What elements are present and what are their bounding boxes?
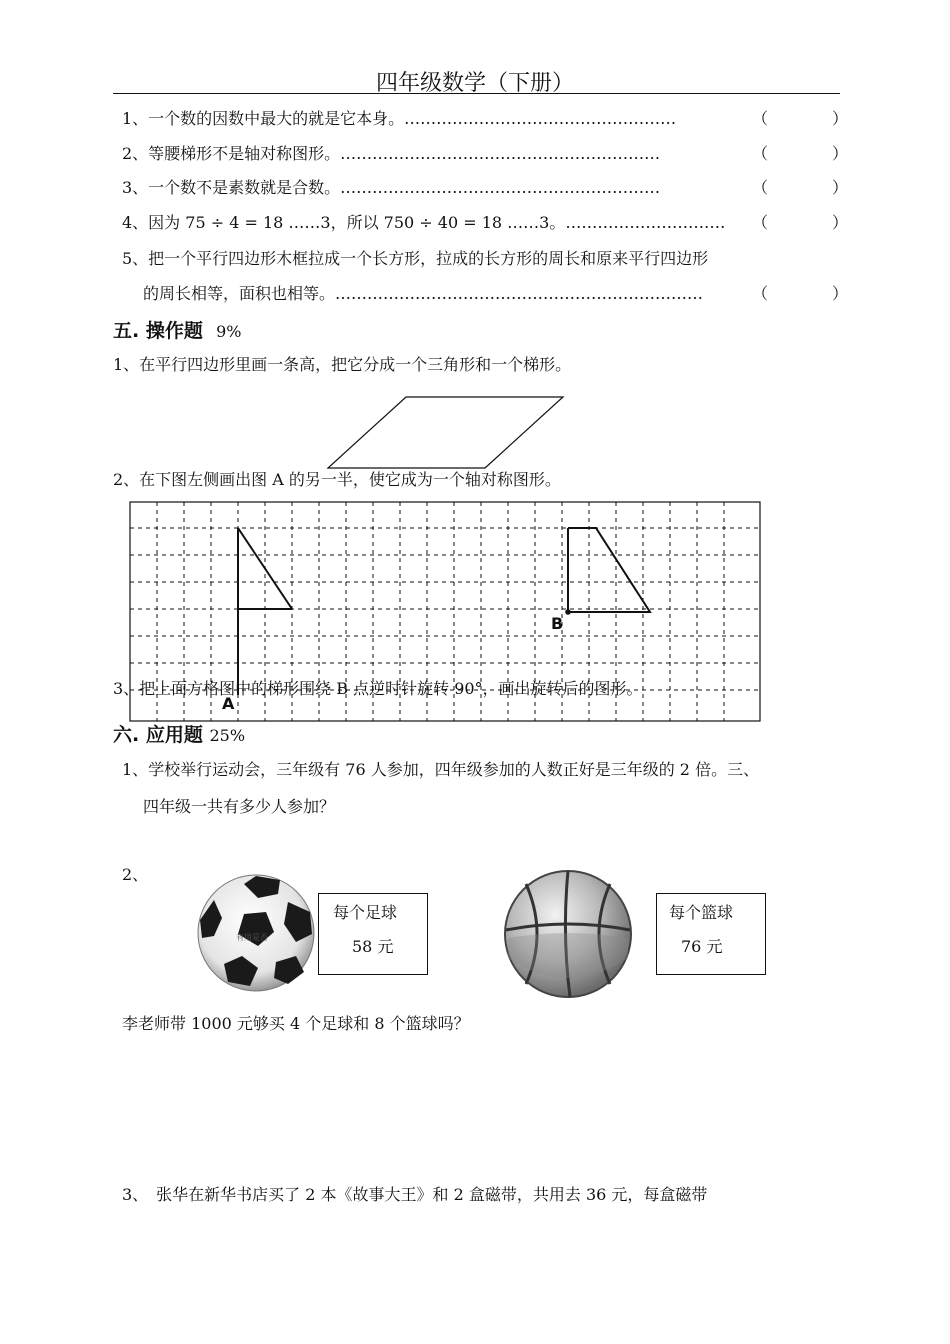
section-5-heading: 五. 操作题 9% — [113, 320, 242, 342]
basketball-price-box — [656, 893, 766, 975]
basketball-image — [502, 868, 634, 1000]
label-b: B — [551, 614, 564, 633]
parallelogram-figure — [320, 392, 570, 472]
section-6-heading: 六. 应用题 25% — [113, 724, 246, 746]
section-6-q3: 3、 张华在新华书店买了 2 本《故事大王》和 2 盒磁带，共用去 36 元，每盒磁带 — [122, 1185, 708, 1204]
basketball-price-value: 76 元 — [681, 937, 723, 956]
page-title: 四年级数学（下册） — [375, 71, 574, 96]
point-b — [565, 609, 571, 615]
section-5-q1: 1、在平行四边形里画一条高，把它分成一个三角形和一个梯形。 — [113, 355, 572, 374]
judge-answer-3[interactable]: （ ） — [752, 178, 849, 197]
judge-item-4: 4、因为 75 ÷ 4 = 18 ……3，所以 750 ÷ 40 = 18 ……3。………………………… — [122, 213, 726, 232]
judge-item-3: 3、一个数不是素数就是合数。…………………………………………………… — [122, 178, 661, 197]
football-price-value: 58 元 — [352, 937, 394, 956]
football-watermark: 有用是否 — [236, 933, 268, 942]
football-price-box — [318, 893, 428, 975]
basketball-price-label: 每个篮球 — [669, 903, 734, 922]
trapezoid-b — [568, 528, 650, 612]
football-price-label: 每个足球 — [333, 903, 398, 922]
judge-answer-5[interactable]: （ ） — [752, 284, 849, 303]
label-a: A — [222, 694, 235, 713]
judge-answer-4[interactable]: （ ） — [752, 213, 849, 232]
judge-item-5-cont: 的周长相等，面积也相等。…………………………………………………………… — [143, 284, 704, 303]
section-6-q2-number: 2、 — [122, 865, 149, 884]
section-5-q3: 3、把上面方格图中的梯形围绕 B 点逆时针旋转 90°，画出旋转后的图形。 — [113, 679, 643, 698]
judge-answer-1[interactable]: （ ） — [752, 109, 849, 128]
section-6-q1-line2: 四年级一共有多少人参加？ — [143, 797, 336, 816]
section-6-q1-line1: 1、学校举行运动会，三年级有 76 人参加，四年级参加的人数正好是三年级的 2 倍。三、 — [122, 760, 760, 779]
judge-item-2: 2、等腰梯形不是轴对称图形。…………………………………………………… — [122, 144, 661, 163]
section-5-q2: 2、在下图左侧画出图 A 的另一半，使它成为一个轴对称图形。 — [113, 470, 561, 489]
football-image — [192, 872, 320, 994]
judge-item-5: 5、把一个平行四边形木框拉成一个长方形，拉成的长方形的周长和原来平行四边形 — [122, 249, 709, 268]
judge-answer-2[interactable]: （ ） — [752, 144, 849, 163]
title-rule — [113, 93, 840, 94]
section-6-q2-question: 李老师带 1000 元够买 4 个足球和 8 个篮球吗？ — [122, 1014, 470, 1033]
judge-item-1: 1、一个数的因数中最大的就是它本身。…………………………………………… — [122, 109, 677, 128]
